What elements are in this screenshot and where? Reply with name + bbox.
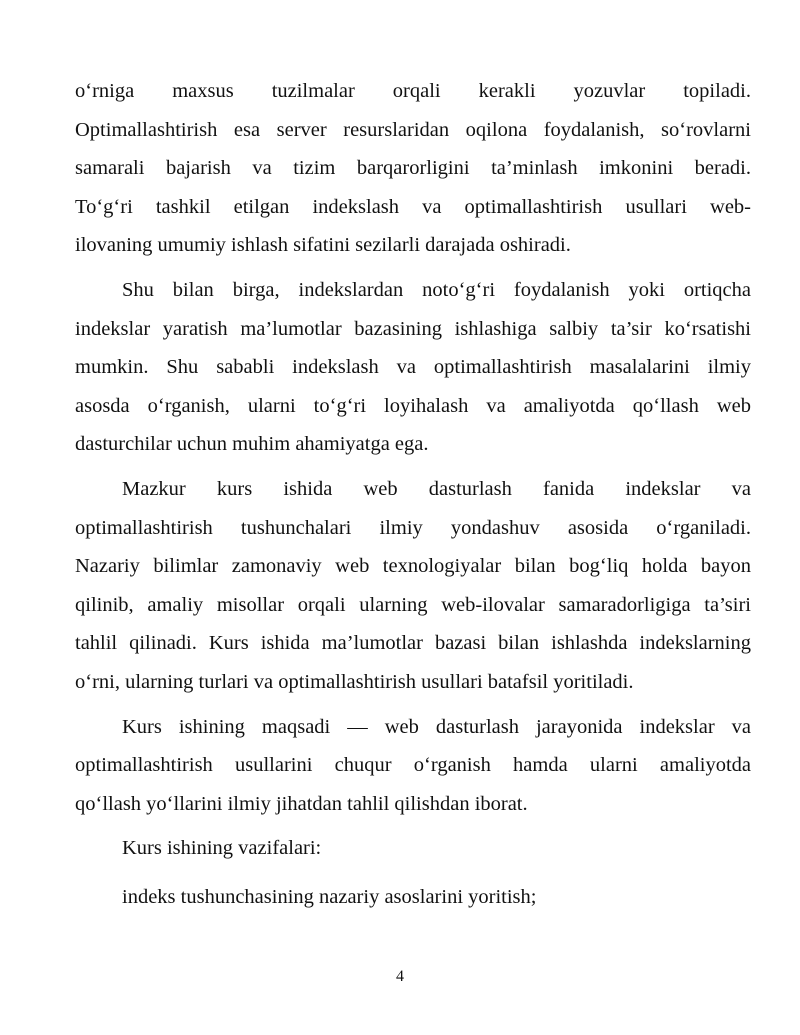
text-line: samarali bajarish va tizim barqarorligini ta’minlash imkonini beradi. — [75, 157, 751, 180]
text-line: Optimallashtirish esa server resurslaridan oqilona foydalanish, so‘rovlarni — [75, 118, 751, 141]
task-list-item: indeks tushunchasining nazariy asoslarini yoritish; — [122, 885, 537, 908]
text-line: dasturchilar uchun muhim ahamiyatga ega. — [75, 433, 429, 456]
text-line: Shu bilan birga, indekslardan noto‘g‘ri foydalanish yoki ortiqcha — [122, 278, 751, 301]
text-line: qo‘llash yo‘llarini ilmiy jihatdan tahlil qilishdan iborat. — [75, 792, 528, 815]
text-line: optimallashtirish usullarini chuqur o‘rganish hamda ularni amaliyotda — [75, 754, 751, 777]
text-line: To‘g‘ri tashkil etilgan indekslash va optimallashtirish usullari web- — [75, 195, 751, 218]
paragraph-4 — [75, 708, 751, 824]
paragraph-1 — [75, 72, 751, 265]
text-line: ilovaning umumiy ishlash sifatini sezilarli darajada oshiradi. — [75, 234, 571, 257]
text-line: mumkin. Shu sababli indekslash va optimallashtirish masalalarini ilmiy — [75, 356, 751, 379]
text-line: indekslar yaratish ma’lumotlar bazasining ishlashiga salbiy ta’sir ko‘rsatishi — [75, 317, 751, 340]
text-line: Kurs ishining maqsadi — web dasturlash jarayonida indekslar va — [122, 715, 751, 738]
paragraph-3 — [75, 470, 751, 702]
page-body — [75, 72, 751, 926]
text-line: o‘rniga maxsus tuzilmalar orqali kerakli yozuvlar topiladi. — [75, 80, 751, 102]
paragraph-2 — [75, 271, 751, 464]
text-line: Mazkur kurs ishida web dasturlash fanida indekslar va — [122, 477, 751, 500]
page-number: 4 — [396, 968, 404, 985]
text-line: Nazariy bilimlar zamonaviy web texnologiyalar bilan bog‘liq holda bayon — [75, 555, 751, 578]
text-line: optimallashtirish tushunchalari ilmiy yondashuv asosida o‘rganiladi. — [75, 516, 751, 539]
text-line: tahlil qilinadi. Kurs ishida ma’lumotlar bazasi bilan ishlashda indekslarning — [75, 632, 751, 655]
text-line: qilinib, amaliy misollar orqali ularning web-ilovalar samaradorligiga ta’siri — [75, 593, 751, 616]
tasks-heading: Kurs ishining vazifalari: — [122, 837, 322, 860]
text-line: o‘rni, ularning turlari va optimallashtirish usullari batafsil yoritiladi. — [75, 670, 634, 693]
text-line: asosda o‘rganish, ularni to‘g‘ri loyihalash va amaliyotda qo‘llash web — [75, 394, 751, 417]
